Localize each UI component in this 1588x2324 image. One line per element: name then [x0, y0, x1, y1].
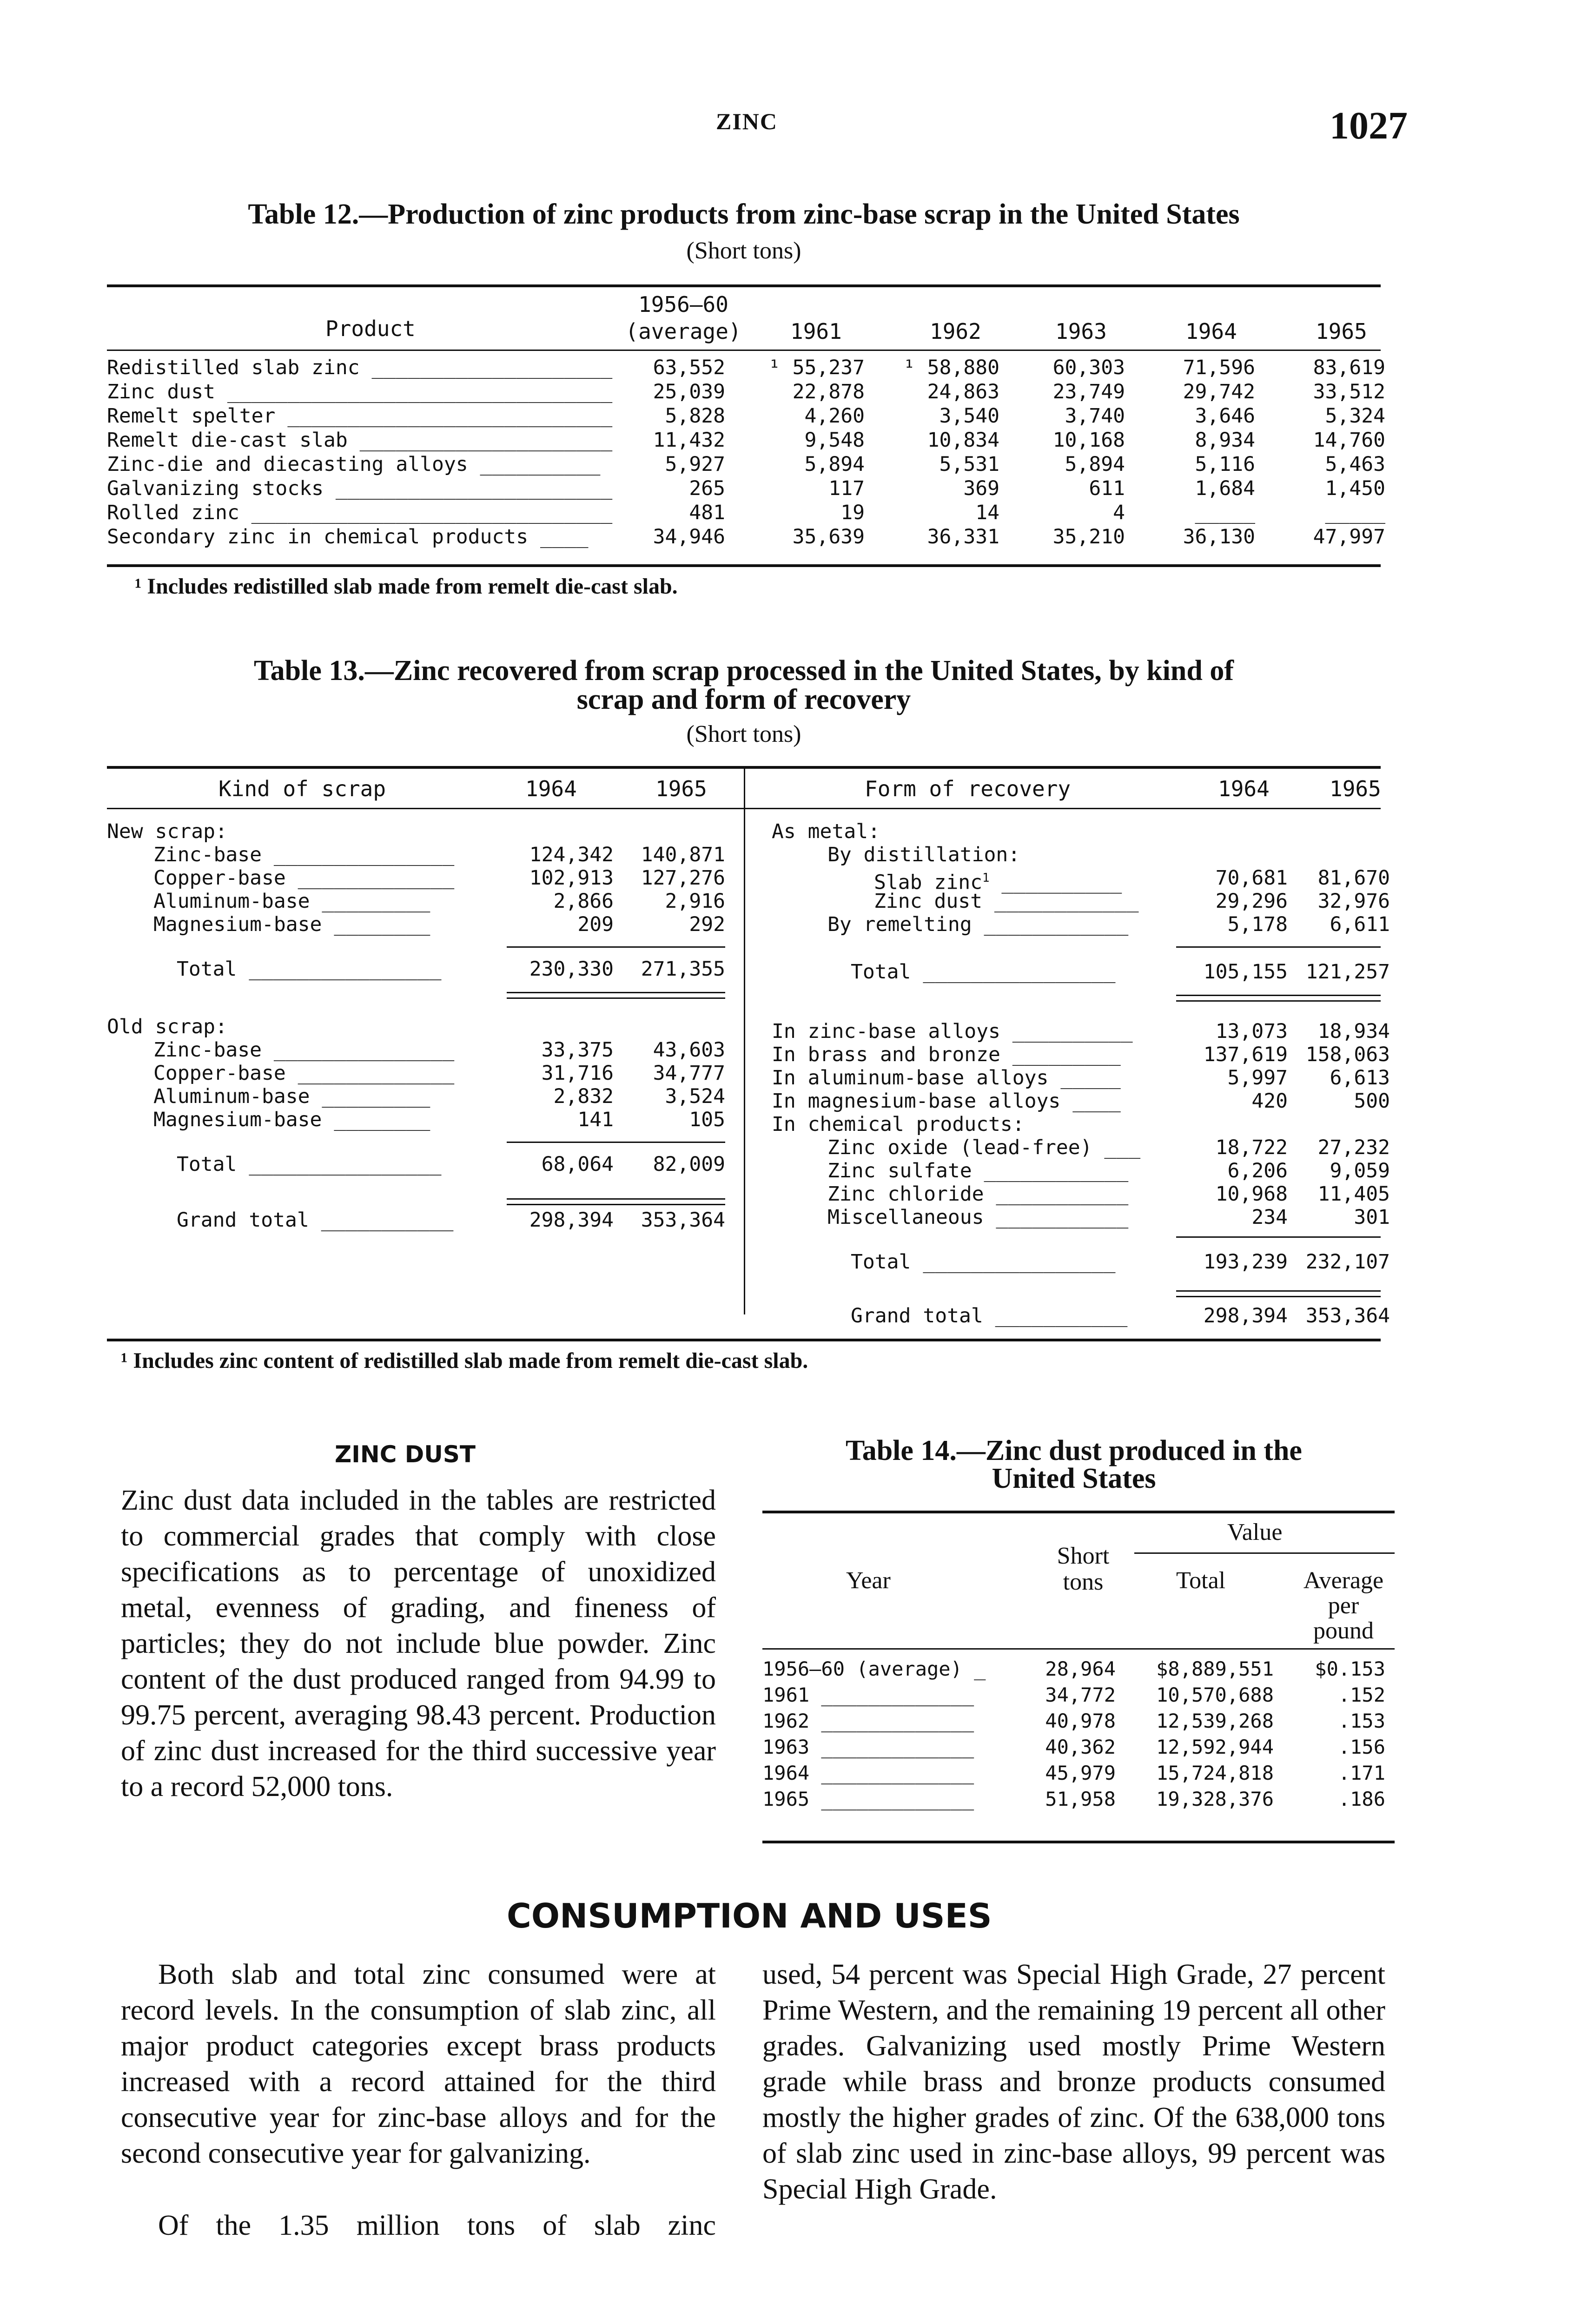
- table13-old-total-label: Total ________________: [177, 1153, 442, 1176]
- table13-right-grand-total-1965: 353,364: [1305, 1304, 1390, 1327]
- zinc-dust-paragraph: Zinc dust data included in the tables are restricted to commercial grades that comply with close specifications as to percentage of unoxidized metal, evenness of grading, and fineness of particles; they do not include blue powder. Zinc content of the dust produced ranged from 94.99 to 99.75 percent, averaging 98.43 percent. Production of zinc dust increased for the third successive year to a record 52,000 tons.: [121, 1485, 716, 1802]
- table13-right-grand-total-label: Grand total ___________: [851, 1304, 1128, 1327]
- table12-cell: 11,432: [653, 429, 725, 452]
- table13-footnote: ¹ Includes zinc content of redistilled slab made from remelt die-cast slab.: [121, 1348, 808, 1373]
- table13-slab-zinc-footnote-mark: 1: [982, 871, 990, 885]
- table12-col-year-1964: 1964: [1185, 319, 1237, 344]
- table14-row-avg: .186: [1338, 1788, 1385, 1810]
- table14-col-avg: Average per pound: [1303, 1567, 1384, 1644]
- table12-cell: _____: [1195, 501, 1255, 524]
- table12-cell: 481: [689, 501, 725, 524]
- table13-chemical-1964: 18,722: [1215, 1136, 1288, 1159]
- table13-left-grand-total-1964: 298,394: [529, 1208, 614, 1232]
- table13-header-rule: [107, 808, 1381, 809]
- table12-cell: 25,039: [653, 380, 725, 403]
- table12-cell: 117: [828, 477, 865, 500]
- table13-old-scrap-1964: 2,832: [553, 1085, 614, 1108]
- table12-units: (Short tons): [686, 238, 801, 264]
- table12-cell: 35,210: [1052, 525, 1125, 548]
- table12-cell: 83,619: [1313, 356, 1385, 379]
- table12-cell: _____: [1325, 501, 1385, 524]
- table14-row-avg: .153: [1338, 1710, 1385, 1732]
- table14-col-year: Year: [846, 1567, 891, 1594]
- table12-row-label: Remelt spelter ___________________________: [107, 404, 613, 428]
- table12-cell: 3,540: [939, 404, 999, 428]
- table14-col-value: Value: [1227, 1519, 1283, 1545]
- table14-row-tons: 40,978: [1045, 1710, 1116, 1732]
- table12-cell: 71,596: [1183, 356, 1255, 379]
- table12-cell: 10,168: [1052, 429, 1125, 452]
- consumption-heading: CONSUMPTION AND USES: [507, 1896, 992, 1935]
- table12-cell: 5,116: [1195, 453, 1255, 476]
- table13-alloy-1965: 18,934: [1317, 1020, 1390, 1043]
- table12-col-year-1965: 1965: [1316, 319, 1367, 344]
- table13-right-total-rule-2: [1176, 1296, 1381, 1297]
- table13-right-col-1965: 1965: [1330, 776, 1381, 801]
- table14-col-total: Total: [1176, 1567, 1226, 1594]
- table13-alloy-1964: 137,619: [1203, 1043, 1288, 1066]
- table12-cell: 5,828: [665, 404, 725, 428]
- table13-alloy-label: In magnesium-base alloys ____: [772, 1089, 1121, 1113]
- table12-col-year-1961: 1961: [790, 319, 842, 344]
- table12-cell: 19: [840, 501, 865, 524]
- table12-col-year-1962: 1962: [930, 319, 981, 344]
- table13-by-remelting-label: By remelting ____________: [827, 913, 1129, 936]
- table12-row-label: Secondary zinc in chemical products ____: [107, 525, 589, 548]
- table13-old-scrap-1965: 3,524: [665, 1085, 725, 1108]
- table12-cell: 8,934: [1195, 429, 1255, 452]
- table14-row-tons: 51,958: [1045, 1788, 1116, 1810]
- table13-new-scrap-1965: 140,871: [641, 843, 725, 866]
- table13-alloy-label: In aluminum-base alloys _____: [772, 1066, 1121, 1089]
- table14-row-avg: $0.153: [1315, 1657, 1385, 1680]
- table14-row-avg: .156: [1338, 1736, 1385, 1758]
- table12-cell: 611: [1089, 477, 1125, 500]
- table13-new-subtotal-rule: [507, 946, 725, 948]
- table13-alloy-1964: 13,073: [1215, 1020, 1288, 1043]
- table12-cell: 5,531: [939, 453, 999, 476]
- table12-cell: 23,749: [1052, 380, 1125, 403]
- table13-new-scrap-label: Aluminum-base _________: [153, 890, 430, 913]
- table13-old-total-rule-1: [507, 1198, 725, 1200]
- table13-old-scrap-label: Old scrap:: [107, 1015, 227, 1038]
- table14-row-total: 12,539,268: [1156, 1710, 1274, 1732]
- table13-new-total-1964: 230,330: [529, 957, 614, 981]
- table13-new-total-rule-2: [507, 997, 725, 999]
- table13-chemical-label: Zinc oxide (lead-free) ___: [827, 1136, 1141, 1159]
- table13-left-col-1965: 1965: [655, 776, 707, 801]
- table12-col-product: Product: [325, 316, 416, 341]
- table13-chemical-1964: 6,206: [1227, 1159, 1288, 1182]
- table13-new-total-label: Total ________________: [177, 957, 442, 981]
- table12-cell: 3,646: [1195, 404, 1255, 428]
- table14-value-rule: [1134, 1552, 1395, 1554]
- table12-cell: 60,303: [1052, 356, 1125, 379]
- table13-new-scrap-1964: 209: [577, 913, 614, 936]
- table13-new-scrap-1964: 2,866: [553, 890, 614, 913]
- table13-left-grand-total-1965: 353,364: [641, 1208, 725, 1232]
- table12-title: Table 12.—Production of zinc products from zinc-base scrap in the United States: [248, 198, 1240, 230]
- table14-title-line2: United States: [992, 1463, 1156, 1494]
- table12-bottom-rule: [107, 564, 1381, 567]
- table14-row-year: 1962 _____________: [762, 1710, 974, 1732]
- table13-by-remelting-1965: 6,611: [1330, 913, 1390, 936]
- table13-metal-total-1964: 105,155: [1203, 960, 1288, 984]
- table12-cell: 1,684: [1195, 477, 1255, 500]
- table13-alloy-1964: 420: [1251, 1089, 1288, 1113]
- table13-chemical-1965: 9,059: [1330, 1159, 1390, 1182]
- table13-right-total-rule-1: [1176, 1290, 1381, 1292]
- table13-old-scrap-1965: 43,603: [653, 1038, 725, 1062]
- table14-row-year: 1965 _____________: [762, 1788, 974, 1810]
- table13-title-line1: Table 13.—Zinc recovered from scrap processed in the United States, by kind of: [253, 655, 1234, 687]
- table14-top-rule: [762, 1511, 1395, 1513]
- table12-cell: 369: [963, 477, 999, 500]
- table13-chemical-1965: 27,232: [1317, 1136, 1390, 1159]
- table12-cell: 1,450: [1325, 477, 1385, 500]
- table13-old-total-1964: 68,064: [541, 1153, 614, 1176]
- table12-cell: 5,463: [1325, 453, 1385, 476]
- table13-alloy-label: In brass and bronze _________: [772, 1043, 1121, 1066]
- table12-top-rule: [107, 284, 1381, 287]
- page-number: 1027: [1330, 104, 1408, 147]
- table14-row-tons: 40,362: [1045, 1736, 1116, 1758]
- table13-by-remelting-1964: 5,178: [1227, 913, 1288, 936]
- table12-cell: 5,324: [1325, 404, 1385, 428]
- table12-cell: 5,894: [804, 453, 865, 476]
- table13-right-total-1964: 193,239: [1203, 1250, 1288, 1274]
- table14-row-year: 1961 _____________: [762, 1684, 974, 1706]
- table12-cell: 14: [975, 501, 999, 524]
- table14-row-total: 12,592,944: [1156, 1736, 1274, 1758]
- table12-cell: 5,927: [665, 453, 725, 476]
- table13-alloy-1965: 6,613: [1330, 1066, 1390, 1089]
- table13-alloy-label: In zinc-base alloys __________: [772, 1020, 1133, 1043]
- table13-col-kind: Kind of scrap: [218, 776, 386, 801]
- table14-row-year: 1956–60 (average) _: [762, 1657, 986, 1680]
- table13-units: (Short tons): [686, 721, 801, 747]
- table12-cell: 3,740: [1065, 404, 1125, 428]
- table12-cell: 36,130: [1183, 525, 1255, 548]
- table12-cell: 24,863: [927, 380, 999, 403]
- table13-chemical-label: In chemical products:: [772, 1113, 1025, 1136]
- table14-row-tons: 28,964: [1045, 1657, 1116, 1680]
- table12-col-year-1963: 1963: [1055, 319, 1107, 344]
- table14-bottom-rule: [762, 1841, 1395, 1843]
- table14-row-total: $8,889,551: [1156, 1657, 1274, 1680]
- table13-zinc-dust-label: Zinc dust ____________: [874, 890, 1139, 913]
- table14-row-total: 19,328,376: [1156, 1788, 1274, 1810]
- table13-new-scrap-label: Zinc-base _______________: [153, 843, 455, 866]
- table14-row-avg: .152: [1338, 1684, 1385, 1706]
- consumption-right-paragraph: used, 54 percent was Special High Grade, 27 percent Prime Western, and the remaining 19 percent all other grades. Galvanizing used mostly Prime Western grade while brass and bronze products consumed mostly the higher grades of zinc. Of the 638,000 tons of slab zinc used in zinc-base alloys, 99 percent was Special High Grade.: [762, 1959, 1385, 2205]
- table14-title-line1: Table 14.—Zinc dust produced in the: [846, 1435, 1302, 1466]
- table13-chemical-label: Zinc chloride ___________: [827, 1182, 1129, 1206]
- table13-old-total-rule-2: [507, 1204, 725, 1205]
- table13-metal-subtotal-rule: [1176, 946, 1381, 948]
- table12-cell: 34,946: [653, 525, 725, 548]
- table13-old-scrap-1965: 105: [689, 1108, 725, 1131]
- table12-cell: 36,331: [927, 525, 999, 548]
- table12-cell: 14,760: [1313, 429, 1385, 452]
- consumption-left-paragraph-1: Both slab and total zinc consumed were at record levels. In the consumption of slab zinc, all major product categories except brass products increased with a record attained for the third consecutive year for zinc-base alloys and for the second consecutive year for galvanizing.: [121, 1959, 716, 2169]
- table12-row-label: Redistilled slab zinc ____________________: [107, 356, 613, 379]
- table13-chemical-label: Zinc sulfate ____________: [827, 1159, 1129, 1182]
- table12-cell: 10,834: [927, 429, 999, 452]
- table13-old-scrap-1965: 34,777: [653, 1062, 725, 1085]
- table13-new-scrap-label: New scrap:: [107, 820, 227, 843]
- table12-row-label: Galvanizing stocks _______________________: [107, 477, 613, 500]
- table13-zinc-dust-1964: 29,296: [1215, 890, 1288, 913]
- table13-slab-zinc-label: Slab zinc$^1$ __________: [874, 871, 1122, 894]
- table13-metal-total-label: Total ________________: [851, 960, 1116, 984]
- table13-left-col-1964: 1964: [525, 776, 577, 801]
- table13-alloy-1964: 5,997: [1227, 1066, 1288, 1089]
- table13-new-scrap-label: Copper-base _____________: [153, 866, 455, 890]
- table12-cell: 22,878: [792, 380, 865, 403]
- table13-new-total-1965: 271,355: [641, 957, 725, 981]
- table13-as-metal-label: As metal:: [772, 820, 880, 843]
- table12-cell: 47,997: [1313, 525, 1385, 548]
- table12-cell: 33,512: [1313, 380, 1385, 403]
- table13-slab-zinc-1964: 70,681: [1215, 866, 1288, 890]
- table13-right-grand-total-1964: 298,394: [1203, 1304, 1288, 1327]
- table13-metal-total-rule-1: [1176, 995, 1381, 996]
- table12-row-label: Remelt die-cast slab _____________________: [107, 429, 613, 452]
- table12-cell: 35,639: [792, 525, 865, 548]
- table13-left-grand-total-label: Grand total ___________: [177, 1208, 454, 1232]
- table13-metal-total-1965: 121,257: [1305, 960, 1390, 984]
- table12-cell: 265: [689, 477, 725, 500]
- table14-row-total: 10,570,688: [1156, 1684, 1274, 1706]
- table13-right-subtotal-rule: [1176, 1236, 1381, 1238]
- table13-chemical-label: Miscellaneous ___________: [827, 1206, 1129, 1229]
- table12-footnote: ¹ Includes redistilled slab made from remelt die-cast slab.: [135, 574, 678, 599]
- table13-old-scrap-1964: 31,716: [541, 1062, 614, 1085]
- table12-col-avg-line2: (average): [625, 319, 741, 344]
- table13-by-distillation-label: By distillation:: [827, 843, 1020, 866]
- table13-right-total-label: Total ________________: [851, 1250, 1116, 1274]
- table13-chemical-1964: 234: [1251, 1206, 1288, 1229]
- table13-title-line2: scrap and form of recovery: [576, 684, 911, 715]
- table13-new-scrap-1964: 124,342: [529, 843, 614, 866]
- table12-cell: 29,742: [1183, 380, 1255, 403]
- zinc-dust-heading: ZINC DUST: [335, 1441, 476, 1468]
- table14-col-short-tons: Short tons: [1057, 1543, 1110, 1595]
- table13-new-scrap-1964: 102,913: [529, 866, 614, 890]
- table12-cell: 63,552: [653, 356, 725, 379]
- table13-old-scrap-label: Zinc-base _______________: [153, 1038, 455, 1062]
- table13-new-total-rule-1: [507, 992, 725, 993]
- table13-old-scrap-label: Copper-base _____________: [153, 1062, 455, 1085]
- table13-right-total-1965: 232,107: [1305, 1250, 1390, 1274]
- table13-new-scrap-1965: 127,276: [641, 866, 725, 890]
- table14-row-avg: .171: [1338, 1762, 1385, 1784]
- table13-old-scrap-label: Aluminum-base _________: [153, 1085, 430, 1108]
- table14-row-total: 15,724,818: [1156, 1762, 1274, 1784]
- table13-old-subtotal-rule: [507, 1142, 725, 1143]
- table14-row-year: 1964 _____________: [762, 1762, 974, 1784]
- table12-row-label: Zinc-die and diecasting alloys __________: [107, 453, 601, 476]
- table13-zinc-dust-1965: 32,976: [1317, 890, 1390, 913]
- table14-row-tons: 45,979: [1045, 1762, 1116, 1784]
- table12-cell: ¹ 55,237: [768, 356, 865, 379]
- table13-alloy-1965: 158,063: [1305, 1043, 1390, 1066]
- table12-header-rule: [107, 350, 1381, 351]
- table13-old-scrap-1964: 141: [577, 1108, 614, 1131]
- table13-alloy-1965: 500: [1354, 1089, 1390, 1113]
- table13-old-total-1965: 82,009: [653, 1153, 725, 1176]
- table12-row-label: Zinc dust ________________________________: [107, 380, 613, 403]
- table12-cell: 4: [1113, 501, 1125, 524]
- table12-cell: ¹ 58,880: [903, 356, 999, 379]
- table12-cell: 9,548: [804, 429, 865, 452]
- table14-row-tons: 34,772: [1045, 1684, 1116, 1706]
- table13-chemical-1965: 301: [1354, 1206, 1390, 1229]
- table13-new-scrap-label: Magnesium-base ________: [153, 913, 430, 936]
- table13-chemical-1965: 11,405: [1317, 1182, 1390, 1206]
- table13-new-scrap-1965: 2,916: [665, 890, 725, 913]
- consumption-left-paragraph-2: Of the 1.35 million tons of slab zinc: [158, 2210, 716, 2241]
- table12-cell: 5,894: [1065, 453, 1125, 476]
- table13-divider: [744, 766, 745, 1314]
- table13-old-scrap-1964: 33,375: [541, 1038, 614, 1062]
- table12-cell: 4,260: [804, 404, 865, 428]
- table14-row-year: 1963 _____________: [762, 1736, 974, 1758]
- table13-chemical-1964: 10,968: [1215, 1182, 1288, 1206]
- table12-row-label: Rolled zinc ______________________________: [107, 501, 613, 524]
- table13-col-form: Form of recovery: [865, 776, 1071, 801]
- table13-new-scrap-1965: 292: [689, 913, 725, 936]
- table13-old-scrap-label: Magnesium-base ________: [153, 1108, 430, 1131]
- running-head: ZINC: [716, 108, 778, 134]
- table13-slab-zinc-1965: 81,670: [1317, 866, 1390, 890]
- table13-bottom-rule: [107, 1339, 1381, 1341]
- table13-right-col-1964: 1964: [1218, 776, 1270, 801]
- table12-col-avg-line1: 1956–60: [638, 292, 728, 317]
- table13-metal-total-rule-2: [1176, 1000, 1381, 1002]
- table14-header-rule: [762, 1648, 1395, 1650]
